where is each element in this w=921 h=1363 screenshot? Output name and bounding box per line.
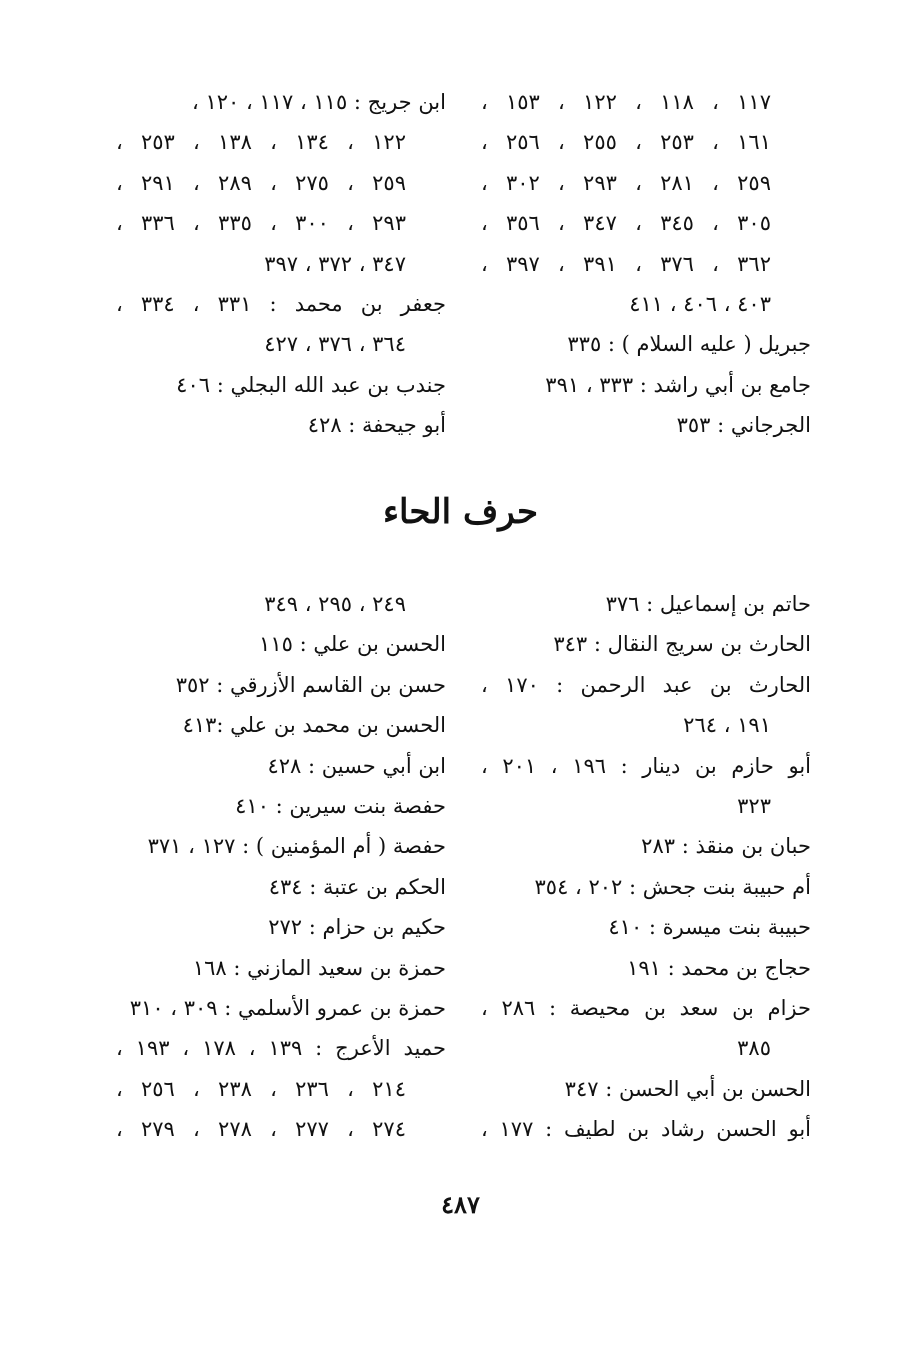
index-entry: حكيم بن حزام : ٢٧٢ xyxy=(268,915,446,940)
index-continuation-line: ٢١٤ ، ٢٣٦ ، ٢٣٨ ، ٢٥٦ ، xyxy=(116,1076,406,1101)
index-entry: حميد الأعرج : ١٣٩ ، ١٧٨ ، ١٩٣ ، xyxy=(116,1036,446,1061)
index-continuation-line: ٣٠٥ ، ٣٤٥ ، ٣٤٧ ، ٣٥٦ ، xyxy=(481,211,771,236)
index-entry: حفصة بنت سيرين : ٤١٠ xyxy=(235,793,446,818)
index-entry: أبو حازم بن دينار : ١٩٦ ، ٢٠١ ، xyxy=(481,753,812,778)
top-right-column xyxy=(481,82,811,446)
index-entry: جبريل ( عليه السلام ) : ٣٣٥ xyxy=(567,332,811,357)
index-entry: جندب بن عبد الله البجلي : ٤٠٦ xyxy=(176,372,446,397)
index-continuation-line: ٣٨٥ xyxy=(737,1036,771,1061)
index-entry: الحسن بن محمد بن علي :٤١٣ xyxy=(182,713,446,738)
index-continuation-line: ١١٧ ، ١١٨ ، ١٢٢ ، ١٥٣ ، xyxy=(481,90,771,114)
index-continuation-line: ٣٤٧ ، ٣٧٢ ، ٣٩٧ xyxy=(264,251,406,276)
index-entry: حبيبة بنت ميسرة : ٤١٠ xyxy=(608,915,811,940)
index-entry: أبو الحسن رشاد بن لطيف : ١٧٧ ، xyxy=(481,1117,811,1142)
index-continuation-line: ٣٦٤ ، ٣٧٦ ، ٤٢٧ xyxy=(264,332,406,357)
index-entry: الحارث بن عبد الرحمن : ١٧٠ ، xyxy=(481,672,812,697)
index-continuation-line: ٢٩٣ ، ٣٠٠ ، ٣٣٥ ، ٣٣٦ ، xyxy=(116,211,406,236)
index-entry: جامع بن أبي راشد : ٣٣٣ ، ٣٩١ xyxy=(545,372,811,397)
index-continuation-line: ٤٠٣ ، ٤٠٦ ، ٤١١ xyxy=(629,291,771,316)
index-entry: حمزة بن عمرو الأسلمي : ٣٠٩ ، ٣١٠ xyxy=(129,995,446,1020)
page-number: ٤٨٧ xyxy=(441,1190,480,1219)
bottom-left-column xyxy=(116,584,446,1149)
index-entry: حبان بن منقذ : ٢٨٣ xyxy=(641,834,811,859)
index-continuation-line: ١٢٢ ، ١٣٤ ، ١٣٨ ، ٢٥٣ ، xyxy=(116,130,406,155)
index-entry: الحكم بن عتبة : ٤٣٤ xyxy=(268,874,446,899)
index-entry: الحسن بن أبي الحسن : ٣٤٧ xyxy=(564,1076,811,1101)
index-continuation-line: ٢٥٩ ، ٢٨١ ، ٢٩٣ ، ٣٠٢ ، xyxy=(481,170,771,195)
index-continuation-line: ٢٧٤ ، ٢٧٧ ، ٢٧٨ ، ٢٧٩ ، xyxy=(116,1117,406,1142)
index-entry: حجاج بن محمد : ١٩١ xyxy=(627,955,811,980)
index-continuation-line: ٣٢٣ xyxy=(737,793,771,818)
index-entry: أم حبيبة بنت جحش : ٢٠٢ ، ٣٥٤ xyxy=(534,874,811,899)
index-continuation-line: ٢٥٩ ، ٢٧٥ ، ٢٨٩ ، ٢٩١ ، xyxy=(116,170,406,195)
top-left-column xyxy=(116,82,446,446)
index-entry: حسن بن القاسم الأزرقي : ٣٥٢ xyxy=(175,672,446,697)
section-title: حرف الحاء xyxy=(383,492,538,532)
index-entry: حاتم بن إسماعيل : ٣٧٦ xyxy=(605,592,811,616)
index-entry: الحارث بن سريج النقال : ٣٤٣ xyxy=(553,632,811,657)
index-continuation-line: ٢٤٩ ، ٢٩٥ ، ٣٤٩ xyxy=(264,592,406,616)
index-entry: جعفر بن محمد : ٣٣١ ، ٣٣٤ ، xyxy=(116,291,446,316)
index-entry: أبو جيحفة : ٤٢٨ xyxy=(307,413,446,438)
index-entry: حفصة ( أم المؤمنين ) : ١٢٧ ، ٣٧١ xyxy=(147,834,446,859)
bottom-right-column xyxy=(481,584,811,1149)
index-entry: ابن أبي حسين : ٤٢٨ xyxy=(267,753,446,778)
index-entry: حزام بن سعد بن محيصة : ٢٨٦ ، xyxy=(481,995,812,1020)
index-entry: حمزة بن سعيد المازني : ١٦٨ xyxy=(192,955,446,980)
index-entry: الحسن بن علي : ١١٥ xyxy=(259,632,446,657)
index-entry: ابن جريج : ١١٥ ، ١١٧ ، ١٢٠ ، xyxy=(191,90,446,114)
index-continuation-line: ٣٦٢ ، ٣٧٦ ، ٣٩١ ، ٣٩٧ ، xyxy=(481,251,771,276)
index-entry: الجرجاني : ٣٥٣ xyxy=(676,413,811,438)
index-continuation-line: ١٦١ ، ٢٥٣ ، ٢٥٥ ، ٢٥٦ ، xyxy=(481,130,771,155)
index-continuation-line: ١٩١ ، ٢٦٤ xyxy=(683,713,771,738)
